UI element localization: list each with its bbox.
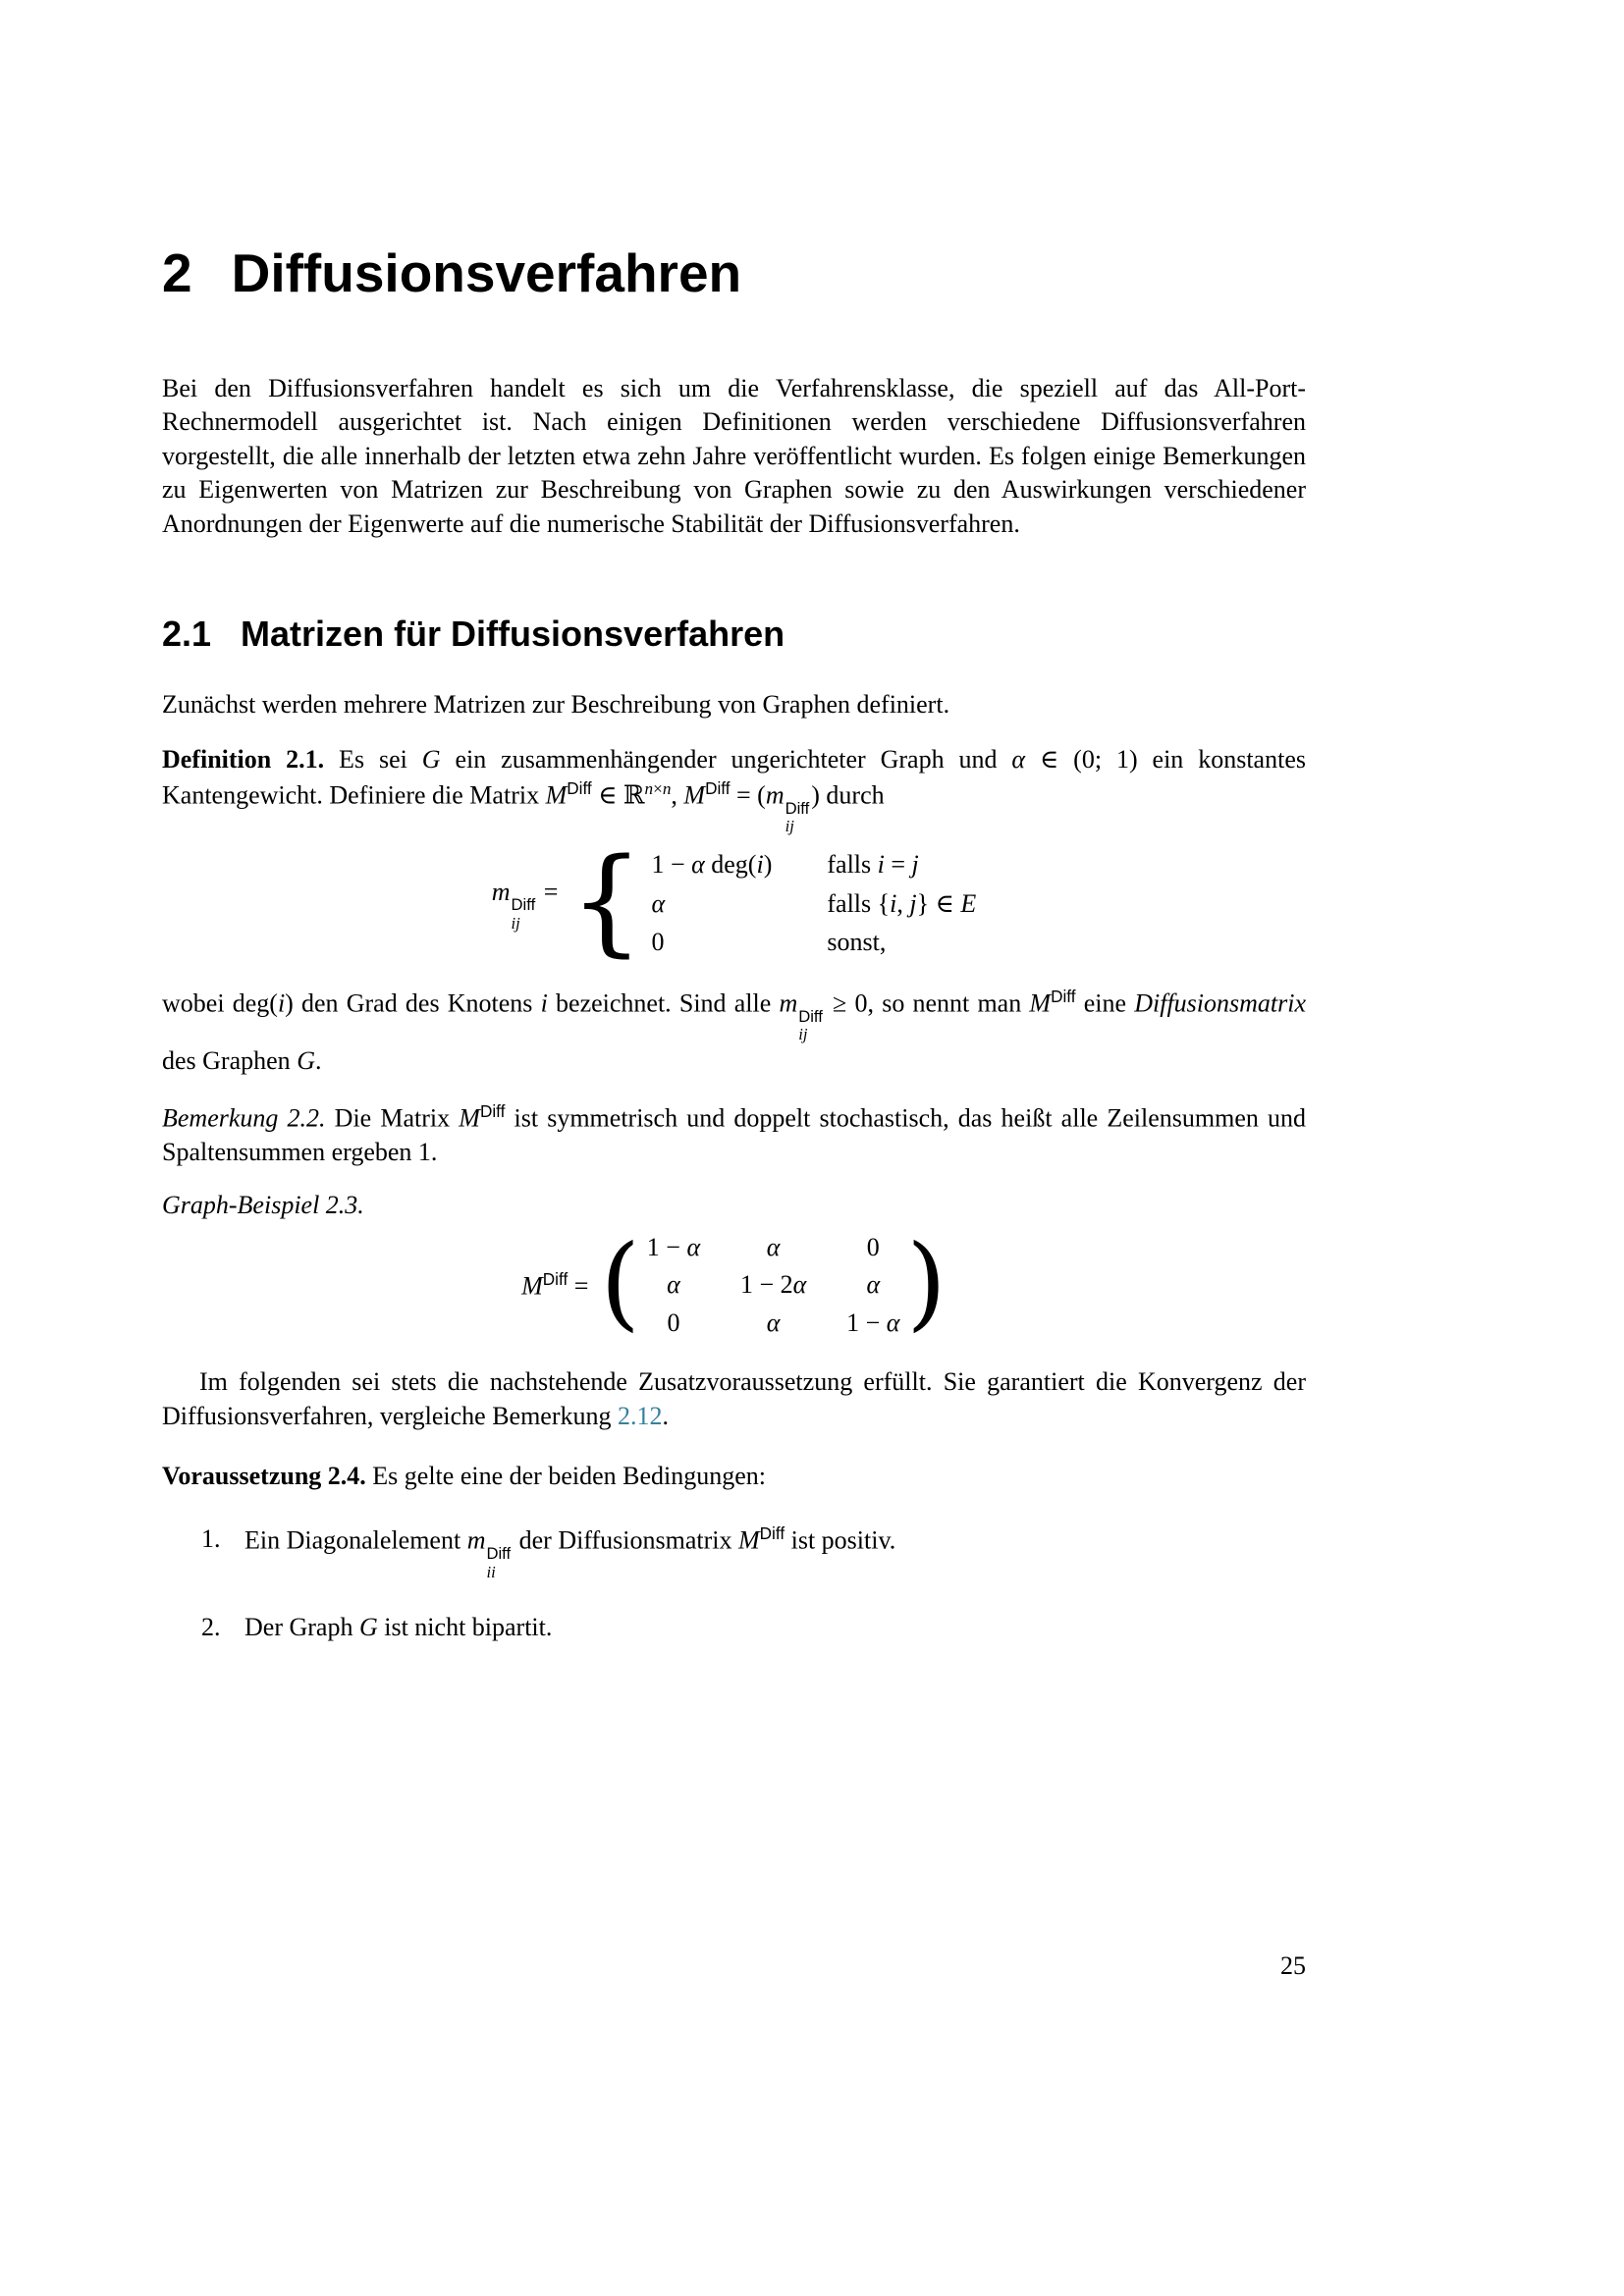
matrix-cell-01	[740, 1231, 806, 1265]
cases-equation-lhs	[492, 876, 559, 934]
text-segment: i	[277, 988, 286, 1018]
text-segment: } ∈	[916, 888, 961, 918]
text-segment: 0	[866, 1232, 880, 1261]
text-segment: M	[545, 780, 568, 810]
matrix-cell-12	[841, 1268, 904, 1303]
text-segment: ) durch	[811, 780, 885, 810]
text-segment: M	[738, 1525, 760, 1555]
text-segment: α	[866, 1270, 881, 1300]
chapter-heading	[162, 243, 1306, 303]
case-value-3	[651, 926, 772, 960]
matrix-left-paren: (	[600, 1221, 640, 1342]
wobei-paragraph	[162, 986, 1306, 1079]
text-segment: = (	[730, 780, 766, 810]
text-segment: falls	[827, 850, 878, 880]
text-segment: der Diffusionsmatrix	[513, 1525, 738, 1555]
text-segment: Ein Diagonalelement	[244, 1525, 467, 1555]
text-segment: M	[683, 780, 706, 810]
text-segment: G	[358, 1613, 378, 1642]
text-segment: ) den Grad des Knotens	[285, 988, 541, 1018]
text-segment: α	[1011, 745, 1026, 774]
text-segment: α	[691, 850, 705, 880]
text-segment: M	[459, 1102, 480, 1132]
text-segment: M	[521, 1270, 543, 1300]
voraussetzung-paragraph	[162, 1460, 1306, 1494]
matrix-equation-lhs	[521, 1268, 588, 1304]
section-number: 2.1	[162, 614, 212, 655]
text-segment: j	[911, 850, 919, 880]
text-segment: 1 −	[846, 1308, 887, 1337]
text-segment: α	[886, 1308, 900, 1337]
text-segment: Diff	[759, 1523, 785, 1544]
text-segment: Diffusionsmatrix	[1134, 988, 1307, 1018]
subscript: ij	[785, 817, 794, 836]
case-value-1	[651, 848, 772, 882]
text-segment: n	[644, 778, 654, 798]
text-segment: wobei deg(	[162, 988, 278, 1018]
cases-equation	[162, 831, 1306, 968]
case-condition-2	[827, 887, 976, 922]
text-segment: ein zusammenhängender ungerichteter Graph und	[440, 745, 1012, 774]
text-segment: Graph-Beispiel 2.3.	[162, 1191, 364, 1220]
text-segment: G	[297, 1045, 315, 1075]
cases-brace: {	[569, 831, 644, 968]
text-segment: Der Graph	[244, 1613, 359, 1642]
text-segment: Diff	[542, 1268, 568, 1289]
cases-rows	[651, 848, 976, 960]
chapter-number: 2	[162, 242, 192, 303]
text-segment: α	[667, 1270, 680, 1300]
text-segment: i	[756, 850, 764, 880]
text-segment: bezeichnet. Sind alle	[547, 988, 780, 1018]
matrix-cell-10	[642, 1268, 705, 1303]
list-item-1-text	[244, 1522, 1306, 1581]
text-segment: Im folgenden sei stets die nachstehende Zusatzvoraussetzung erfüllt. Sie garantiert die Konvergenz der Diffusionsverfahren, vergleiche Bemerkung	[162, 1367, 1306, 1430]
matrix-cell-02	[841, 1231, 904, 1265]
text-segment: 0	[651, 928, 665, 957]
text-segment: m	[466, 1525, 486, 1555]
text-segment: eine	[1075, 988, 1135, 1018]
superscript: Diff	[798, 1006, 823, 1026]
page-number: 25	[1280, 1951, 1306, 1980]
text-segment: ∈ (0; 1) ein konstantes Kantengewicht. Definiere die Matrix	[162, 745, 1306, 810]
text-segment: deg(	[704, 850, 757, 880]
text-segment: i	[877, 850, 885, 880]
text-segment: α	[766, 1308, 781, 1337]
list-item-1	[201, 1522, 1306, 1581]
superscript: Diff	[511, 894, 536, 914]
chapter-title: Diffusionsverfahren	[231, 242, 742, 303]
matrix-entries	[642, 1231, 904, 1341]
text-segment: j	[909, 888, 917, 918]
superscript: Diff	[785, 798, 810, 818]
list-item-2	[201, 1611, 1306, 1645]
section-title: Matrizen für Diffusionsverfahren	[241, 614, 785, 655]
text-segment: m	[491, 877, 511, 906]
text-segment: Diff	[479, 1100, 506, 1121]
definition-paragraph	[162, 743, 1306, 836]
text-segment: 1 −	[646, 1232, 687, 1261]
text-segment: 1 − 2	[739, 1270, 793, 1300]
text-segment: =	[884, 850, 912, 880]
math-subsup	[512, 896, 536, 933]
text-segment: =	[537, 877, 559, 906]
text-segment: m	[765, 780, 785, 810]
text-segment: α	[651, 888, 666, 918]
section-heading	[162, 614, 1306, 654]
text-segment: Diff	[567, 777, 592, 798]
case-condition-3	[827, 926, 976, 960]
text-segment: .	[314, 1045, 322, 1075]
matrix-cell-22	[841, 1307, 904, 1341]
text-segment: ,	[671, 780, 684, 810]
text-segment: Bei den Diffusionsverfahren handelt es sich um die Verfahrensklasse, die speziell auf das All-Port-Rechnermodell ausgerichtet ist. Nach einigen Definitionen werden verschiedene Diffusionsverfahren vorgestellt, die alle innerhalb der letzten etwa zehn Jahre veröffentlicht wurden. Es folgen einige Bemerkungen zu Eigenwerten von Matrizen zur Beschreibung von Graphen sowie zu den Auswirkungen verschiedener Anordnungen der Eigenwerte auf die numerische Stabilität der Diffusionsverfahren.	[162, 373, 1306, 538]
text-segment: 0	[667, 1308, 680, 1337]
matrix-right-paren: )	[906, 1221, 947, 1342]
list-item-1-marker: 1.	[201, 1524, 221, 1554]
intro-paragraph	[162, 372, 1306, 542]
subscript: ij	[511, 913, 520, 933]
text-segment: Die Matrix	[325, 1102, 460, 1132]
text-segment: des Graphen	[162, 1045, 298, 1075]
beispiel-label	[162, 1189, 1306, 1223]
text-segment: =	[568, 1270, 589, 1300]
text-segment: )	[763, 850, 773, 880]
text-segment: α	[792, 1270, 807, 1300]
text-segment: i	[890, 888, 897, 918]
matrix-cell-21	[740, 1307, 806, 1341]
math-subsup	[486, 1545, 511, 1581]
matrix-equation	[162, 1221, 1306, 1342]
conditions-list	[201, 1522, 1306, 1645]
matrix-cell-00	[642, 1231, 705, 1265]
text-segment: 1 −	[651, 850, 692, 880]
text-segment: ×	[653, 778, 663, 798]
folgenden-paragraph	[162, 1365, 1306, 1433]
subscript: ij	[798, 1025, 808, 1044]
text-segment: ,	[896, 888, 910, 918]
text-segment: ∈ ℝ	[591, 780, 645, 810]
text-segment: E	[960, 888, 977, 918]
matrix-cell-20	[642, 1307, 705, 1341]
text-segment: Definition 2.1.	[162, 745, 325, 774]
text-segment: sonst,	[827, 928, 887, 957]
text-segment: G	[421, 745, 441, 774]
text-segment: i	[540, 988, 548, 1018]
text-segment: Bemerkung 2.2.	[162, 1102, 326, 1132]
math-subsup	[785, 800, 810, 836]
case-value-2	[651, 887, 772, 922]
lead-paragraph	[162, 688, 1306, 722]
text-segment: α	[686, 1232, 701, 1261]
superscript: Diff	[486, 1543, 512, 1563]
text-segment: Es sei	[324, 745, 422, 774]
list-item-2-text	[244, 1611, 1306, 1645]
text-segment: Es gelte eine der beiden Bedingungen:	[365, 1461, 766, 1490]
text-segment: ≥ 0, so nennt man	[824, 988, 1030, 1018]
case-condition-1	[827, 848, 976, 882]
list-item-2-marker: 2.	[201, 1613, 221, 1642]
matrix-cell-11	[740, 1268, 806, 1303]
text-segment: ist positiv.	[785, 1525, 896, 1555]
text-segment: M	[1029, 988, 1052, 1018]
bemerkung-paragraph	[162, 1100, 1306, 1170]
text-segment: Voraussetzung 2.4.	[162, 1461, 366, 1490]
text-segment: .	[662, 1402, 670, 1430]
text-segment: α	[766, 1232, 781, 1261]
text-segment: Diff	[705, 777, 731, 798]
math-subsup	[798, 1008, 823, 1044]
text-segment: falls {	[827, 888, 891, 918]
text-segment: Diff	[1051, 986, 1076, 1006]
cross-reference-link[interactable]: 2.12	[618, 1402, 663, 1430]
text-segment: n	[662, 778, 672, 798]
text-segment: ist nicht bipartit.	[377, 1613, 553, 1642]
text-segment: ist symmetrisch und doppelt stochastisch, das heißt alle Zeilensummen und Spaltensummen ergeben 1.	[162, 1102, 1306, 1166]
text-segment: Zunächst werden mehrere Matrizen zur Beschreibung von Graphen definiert.	[162, 689, 950, 719]
text-segment: m	[779, 988, 798, 1018]
subscript: ii	[486, 1562, 496, 1581]
